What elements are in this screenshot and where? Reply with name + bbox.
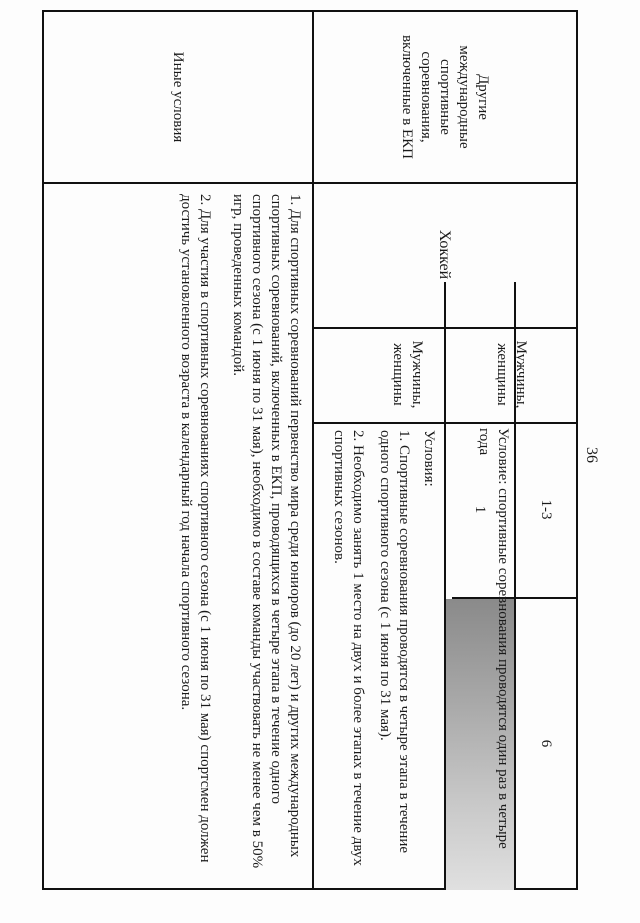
- gender-text-2: Мужчины, женщины: [390, 340, 425, 409]
- count-value-1: 6: [538, 739, 555, 748]
- competition-group-text: Другие международные спортивные соревнования, включенные в ЕКП: [399, 34, 492, 160]
- other-conditions-label-cell: [42, 12, 314, 182]
- page-number: 36: [583, 447, 600, 463]
- sport-cell: [314, 182, 576, 327]
- place-value-2: 1: [472, 505, 489, 514]
- gender-cell-2: [314, 327, 446, 422]
- sport-name: Хоккей: [436, 229, 454, 280]
- count-cell-1: [516, 597, 576, 890]
- condition-cell-row1: [456, 422, 516, 884]
- other-condition-1: 1. Для спортивных соревнований первенство мира среди юниоров (до 20 лет) и других международных спортивных соревнований, включенных в ЕКП, проводящихся в четыре этапа в течение одного спортивного сезона (с 1 июня по 31 мая), необходимо в составе команды участвовать не менее чем в 50% игр, проведенных командой.: [230, 194, 303, 869]
- conditions-cell-2: [316, 424, 442, 886]
- gender-text-1: Мужчины, женщины: [494, 340, 529, 409]
- place-value-1: 1-3: [538, 499, 555, 520]
- place-cell-1: [516, 422, 576, 597]
- rotated-page: [40, 10, 600, 900]
- condition-1-text: Условие: спортивные соревнования проводятся один раз в четыре года: [476, 428, 511, 849]
- other-conditions-text-cell: [44, 184, 312, 888]
- gender-cell-1: [446, 327, 576, 422]
- other-condition-2: 2. Для участия в спортивных соревнованиях спортивного сезона (с 1 июня по 31 мая) спортсмен должен достичь установленного возраста в календарный год начала спортивного сезона.: [178, 194, 213, 863]
- other-conditions-label: Иные условия: [170, 51, 187, 143]
- condition-2-2: 2. Необходимо занять 1 место на двух и более этапах в течение двух спортивных сезонов.: [331, 430, 366, 866]
- conditions-title: Условия:: [421, 430, 437, 487]
- competition-group-cell: [314, 12, 576, 182]
- condition-2-1: 1. Спортивные соревнования проводятся в четыре этапа в течение одного спортивного сезона (с 1 июня по 31 мая).: [377, 430, 412, 854]
